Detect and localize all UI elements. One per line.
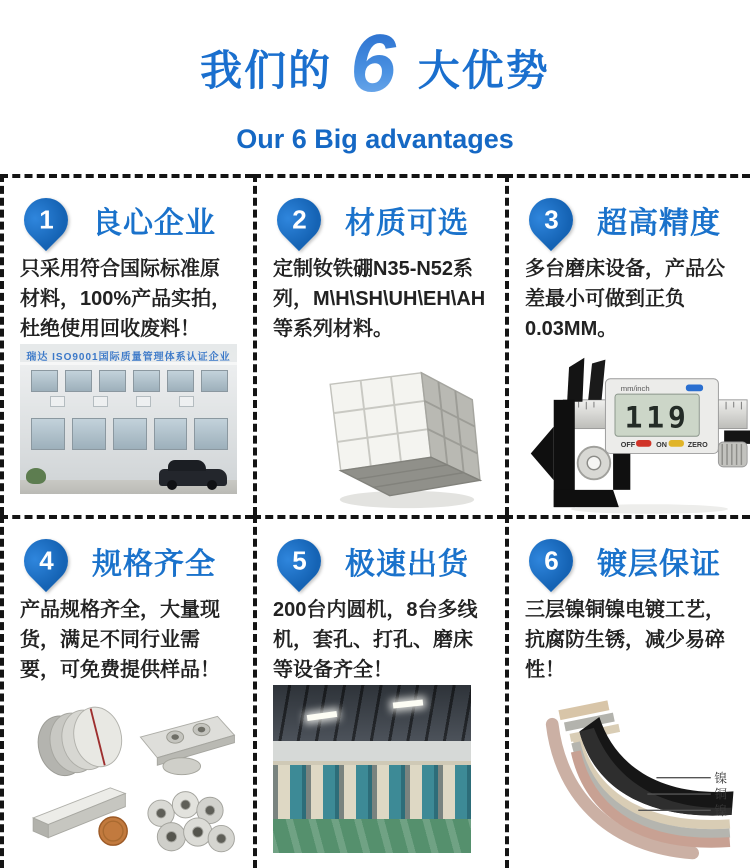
card-2-description: 定制钕铁硼N35-N52系列，M\H\SH\UH\EH\AH等系列材料。 (273, 258, 486, 340)
magnet-cube-photo (273, 344, 493, 512)
card-1-description: 只采用符合国际标准原材料，100%产品实拍，杜绝使用回收废料！ (20, 258, 232, 340)
coating-layers-photo (525, 685, 738, 868)
card-4-description: 产品规格齐全，大量现货，满足不同行业需要，可免费提供样品！ (20, 599, 220, 681)
page-title (0, 18, 750, 118)
magnet-cube-art (273, 344, 493, 512)
card-4-title: 规格齐全 (92, 548, 216, 581)
number-pin-icon (15, 189, 77, 251)
magnet-assortment-photo (20, 685, 241, 868)
page-header (0, 0, 750, 174)
bush (26, 468, 46, 484)
number-pin-icon (268, 189, 330, 251)
building-sign-text: 瑞达 ISO9001国际质量管理体系认证企业 (26, 352, 231, 363)
card-3-header (529, 198, 738, 242)
card-1-title: 良心企业 (92, 207, 216, 240)
layer-label-nickel-outer: 镍 (714, 771, 728, 786)
advantages-grid (0, 174, 750, 868)
advantage-card-4 (0, 515, 253, 868)
advantage-card-6 (505, 515, 750, 868)
card-6-header (529, 539, 738, 583)
machine-row (273, 761, 471, 819)
card-5-header (277, 539, 493, 583)
advantage-card-5 (253, 515, 505, 868)
building-windows-lower (31, 418, 228, 450)
advantage-card-1 (0, 174, 253, 515)
card-5-description: 200台内圆机，8台多线机，套孔、打孔、磨床等设备齐全！ (273, 599, 478, 681)
title-number-6: 6 (348, 23, 402, 113)
pin-number: 6 (543, 545, 559, 576)
pin-number: 1 (38, 204, 54, 235)
number-pin-icon (520, 189, 582, 251)
caliper-zero-label: ZERO (687, 440, 708, 449)
building-windows-upper (31, 370, 228, 392)
layer-label-copper: 铜 (714, 787, 728, 802)
caliper-art (525, 344, 750, 515)
number-pin-icon (520, 530, 582, 592)
layer-label-nickel-inner: 镍 (714, 803, 728, 818)
ac-units (50, 396, 193, 407)
magnet-assortment-art (20, 685, 241, 868)
card-6-description: 三层镍铜镍电镀工艺，抗腐防生锈，减少易碎性！ (525, 599, 725, 681)
number-pin-icon (15, 530, 77, 592)
factory-building-photo (20, 344, 237, 494)
title-right: 大优势 (417, 47, 550, 94)
workshop-floor (273, 819, 471, 853)
number-pin-icon (268, 530, 330, 592)
card-6-title: 镀层保证 (597, 548, 721, 581)
pin-number: 3 (543, 204, 559, 235)
card-1-header (24, 198, 241, 242)
workshop-photo (273, 685, 471, 853)
ceiling-light (307, 711, 338, 721)
workshop-roof (273, 685, 471, 741)
card-3-title: 超高精度 (597, 207, 721, 240)
pin-number: 2 (291, 204, 307, 235)
caliper-off-label: OFF (620, 440, 636, 449)
coating-layers-art (525, 685, 738, 868)
caliper-mode-label: mm/inch (620, 384, 650, 394)
advantage-card-2 (253, 174, 505, 515)
card-5-title: 极速出货 (345, 548, 469, 581)
card-3-description: 多台磨床设备，产品公差最小可做到正负0.03MM。 (525, 258, 725, 340)
pin-number: 5 (291, 545, 307, 576)
title-left: 我们的 (200, 47, 333, 94)
card-2-title: 材质可选 (345, 207, 469, 240)
advantage-card-3 (505, 174, 750, 515)
caliper-photo (525, 344, 750, 515)
pin-number: 4 (38, 545, 54, 576)
caliper-display: 119 (624, 399, 690, 435)
page-subtitle: Our 6 Big advantages (236, 124, 514, 154)
workshop-wall (273, 741, 471, 761)
card-2-header (277, 198, 493, 242)
caliper-on-label: ON (656, 440, 667, 449)
ceiling-light (393, 699, 423, 708)
parked-car (159, 469, 227, 486)
card-4-header (24, 539, 241, 583)
